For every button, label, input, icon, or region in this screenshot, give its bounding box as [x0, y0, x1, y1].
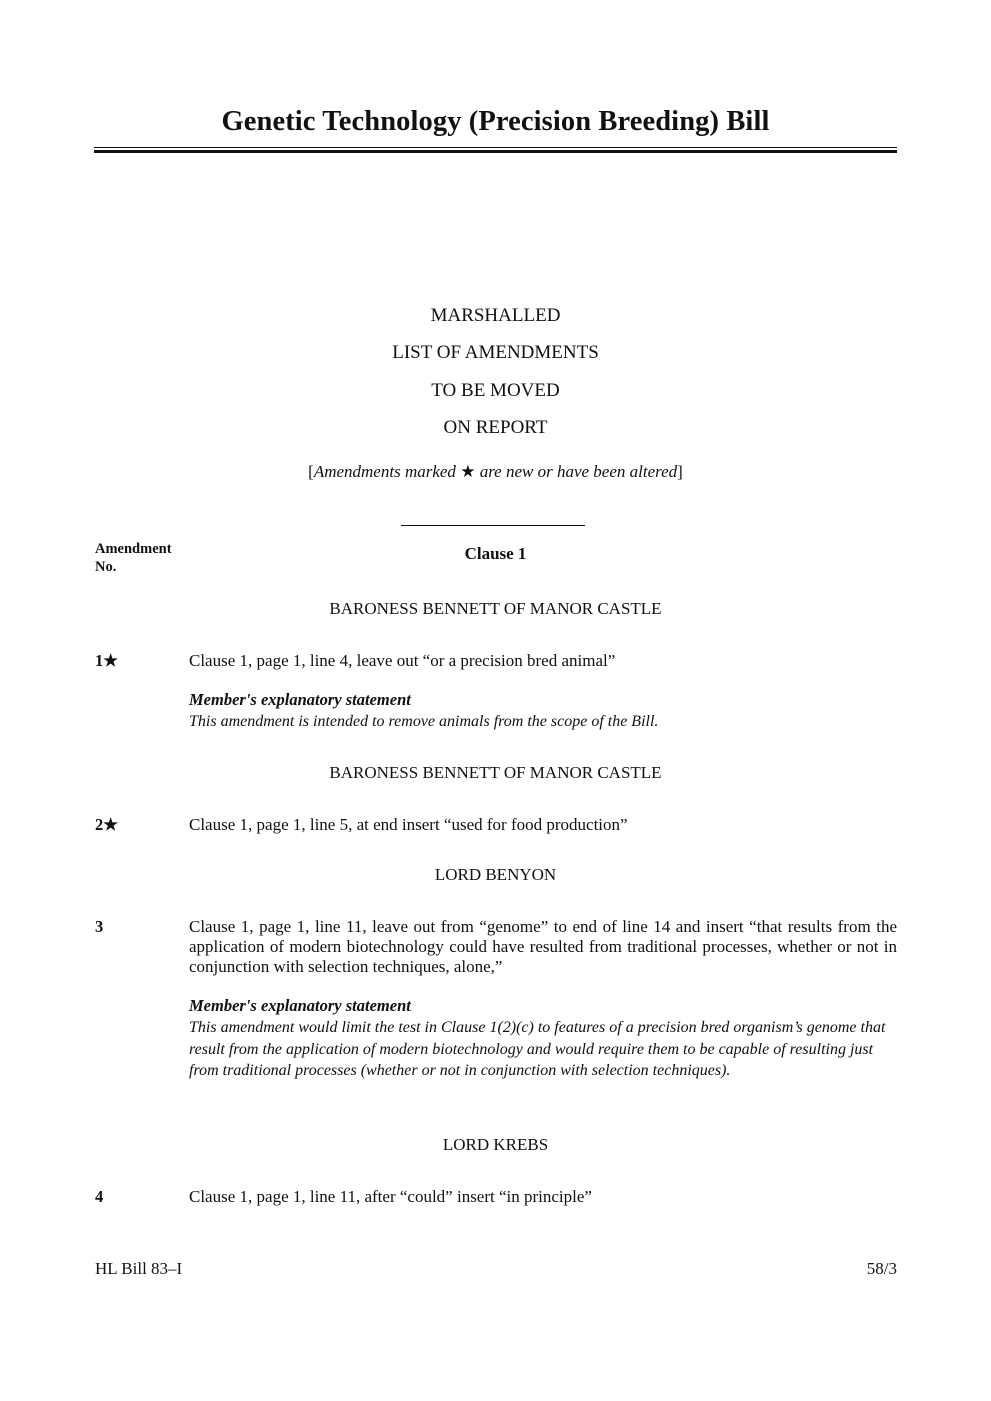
heading-line-2: LIST OF AMENDMENTS [392, 342, 599, 363]
explanatory-statement-heading: Member's explanatory statement [189, 690, 411, 709]
section-divider [401, 525, 585, 526]
amendment-number: 1★ [95, 651, 119, 670]
amendment-number: 2★ [95, 815, 119, 834]
note-close-bracket: ] [677, 462, 683, 481]
note-text-after: are new or have been altered [479, 462, 678, 481]
explanatory-statement: This amendment would limit the test in Clause 1(2)(c) to features of a precision bred organism’s genome that result from the application of modern biotechnology and would require them to be capable of resulting just from traditional processes (whether or not in conjunction with selection techniques). [189, 1019, 886, 1079]
heading-line-3: TO BE MOVED [431, 380, 560, 401]
amendment-sponsor: LORD KREBS [442, 1135, 549, 1154]
star-icon: ★ [460, 462, 476, 481]
column-header-line2: No. [95, 559, 117, 575]
bill-title: Genetic Technology (Precision Breeding) Bill [221, 106, 770, 137]
heading-line-4: ON REPORT [443, 417, 548, 438]
clause-heading: Clause 1 [464, 544, 527, 563]
amendment-number: 3 [95, 917, 104, 936]
title-rule-thin [94, 147, 897, 148]
note-text-before: Amendments marked [313, 462, 456, 481]
column-header-line1: Amendment [95, 541, 172, 557]
heading-line-1: MARSHALLED [430, 305, 561, 326]
amendment-number: 4 [95, 1187, 104, 1206]
note-open-bracket: [ [308, 462, 314, 481]
bill-reference: HL Bill 83–I [95, 1259, 183, 1278]
amendment-note [94, 462, 897, 482]
amendment-sponsor: BARONESS BENNETT OF MANOR CASTLE [329, 599, 662, 618]
amendment-text: Clause 1, page 1, line 11, after “could” insert “in principle” [189, 1187, 592, 1206]
page-reference: 58/3 [866, 1259, 897, 1278]
amendment-sponsor: BARONESS BENNETT OF MANOR CASTLE [329, 763, 662, 782]
title-rule-thick [94, 150, 897, 153]
amendment-text: Clause 1, page 1, line 11, leave out from “genome” to end of line 14 and insert “that results from the application of modern biotechnology could have resulted from traditional processes, whether or not in conjunction with selection techniques, alone,” [189, 917, 897, 976]
amendment-sponsor: LORD BENYON [434, 865, 557, 884]
amendment-text: Clause 1, page 1, line 5, at end insert “used for food production” [189, 815, 628, 834]
explanatory-statement: This amendment is intended to remove animals from the scope of the Bill. [189, 713, 659, 730]
amendment-text: Clause 1, page 1, line 4, leave out “or a precision bred animal” [189, 651, 616, 670]
explanatory-statement-heading: Member's explanatory statement [189, 996, 411, 1015]
